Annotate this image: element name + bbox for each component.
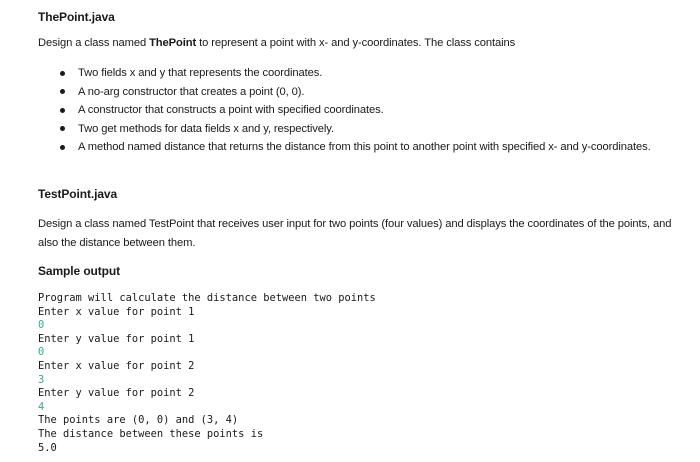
console-output-line: Enter y value for point 1 (38, 332, 195, 345)
console-input-line: 0 (38, 346, 45, 359)
file2-description: Design a class named TestPoint that receives user input for two points (four values) and displays the coordinates of the points, and also the distance between them. (38, 218, 672, 249)
console-output-line: The points are (0, 0) and (3, 4) (38, 414, 239, 427)
console-output-line: 5.0 (38, 441, 57, 454)
file1-bullet-list (58, 64, 658, 157)
console-output-line: Enter x value for point 2 (38, 359, 195, 372)
file1-intro (38, 34, 678, 53)
console-output-line: Enter x value for point 1 (38, 305, 195, 318)
file1-intro-class: ThePoint (149, 37, 197, 49)
console-input-line: 0 (38, 319, 45, 332)
bullet-item: Two get methods for data fields x and y, respectively. (58, 120, 658, 139)
file2-title: TestPoint.java (38, 187, 118, 201)
bullet-item: A method named distance that returns the distance from this point to another point with specified x- and y-coordinates. (58, 138, 658, 157)
file1-intro-suffix: to represent a point with x- and y-coordinates. The class contains (196, 37, 516, 49)
bullet-item: A no-arg constructor that creates a point (0, 0). (58, 83, 658, 102)
file1-intro-prefix: Design a class named (38, 37, 150, 49)
bullet-item: Two fields x and y that represents the coordinates. (58, 64, 658, 83)
console-output-line: Enter y value for point 2 (38, 387, 195, 400)
console-input-line: 4 (38, 400, 45, 413)
console-input-line: 3 (38, 373, 45, 386)
console-output-line: Program will calculate the distance between two points (38, 292, 376, 304)
sample-output-title: Sample output (38, 264, 121, 278)
bullet-item: A constructor that constructs a point with specified coordinates. (58, 101, 658, 120)
file1-title: ThePoint.java (38, 10, 115, 24)
console-output-line: The distance between these points is (38, 427, 264, 440)
sample-output-console (38, 292, 376, 455)
